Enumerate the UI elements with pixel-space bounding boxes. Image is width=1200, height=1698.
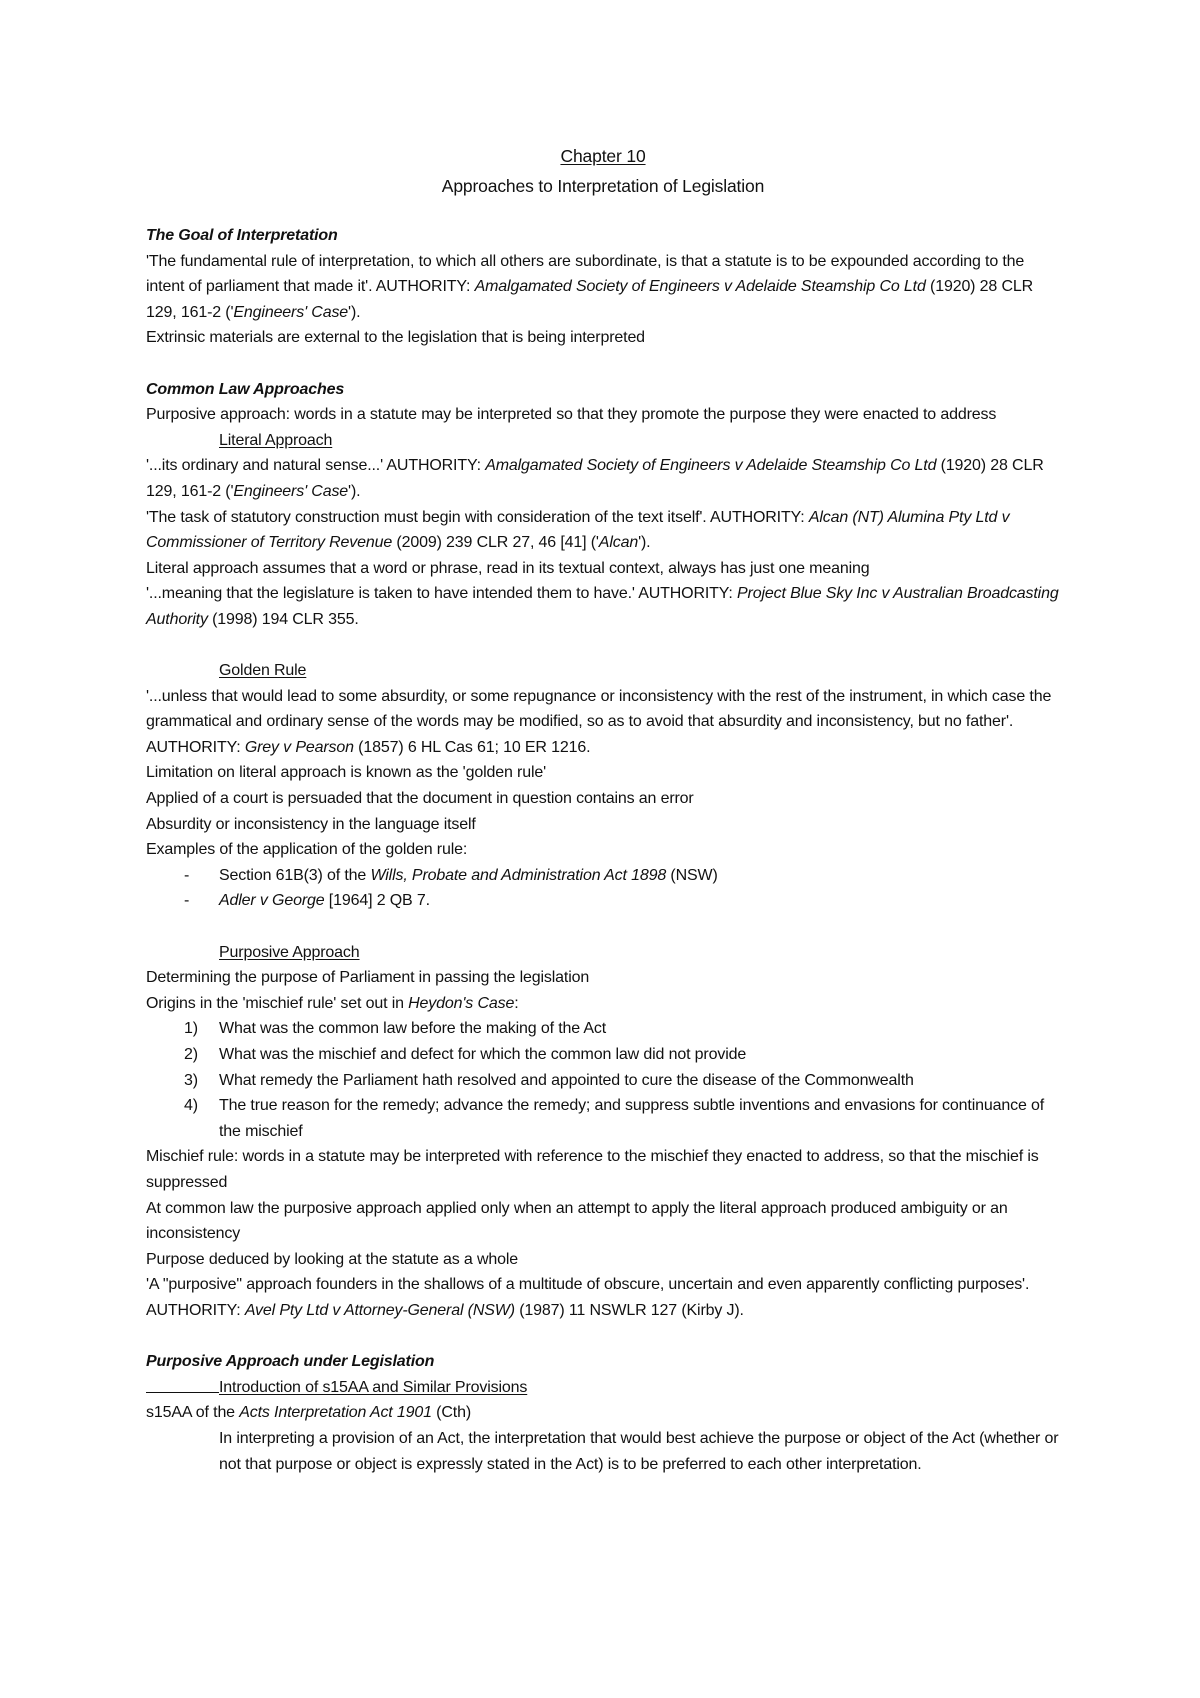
paragraph: Purposive approach: words in a statute may be interpreted so that they promote the purpose they were enacted to address: [146, 406, 997, 424]
item-text: What was the common law before the making of the Act: [219, 1020, 607, 1038]
item-number: 3): [184, 1071, 198, 1089]
leader-line: [146, 1392, 219, 1393]
section-heading: Common Law Approaches: [146, 380, 345, 398]
paragraph: Origins in the 'mischief rule' set out in Heydon's Case:: [146, 994, 519, 1012]
section-goal: [146, 223, 1060, 351]
subheading-golden-rule: Golden Rule: [219, 662, 307, 680]
paragraph: Mischief rule: words in a statute may be interpreted with reference to the mischief they enacted to address, so that the mischief is suppressed: [146, 1148, 1039, 1191]
numbered-item: [146, 1093, 1060, 1144]
item-text: What was the mischief and defect for which the common law did not provide: [219, 1046, 747, 1063]
subheading-s15aa: Introduction of s15AA and Similar Provisions: [146, 1375, 1060, 1401]
item-number: 2): [184, 1046, 198, 1063]
numbered-item: [146, 1068, 1060, 1094]
paragraph: 'A "purposive" approach founders in the shallows of a multitude of obscure, uncertain and even apparently conflicting purposes'. AUTHORITY: Avel Pty Ltd v Attorney-General (NSW) (1987) 11 NSWLR 127 (Kirby J).: [146, 1276, 1030, 1319]
paragraph: 'The fundamental rule of interpretation, to which all others are subordinate, is that a statute is to be expounded according to the intent of parliament that made it'. AUTHORITY: Amalgamated Society of Engineers v Adelaide Steamship Co Ltd (1920) 28 CLR 129, 161-2 ('Engineers' Case').: [146, 252, 1034, 321]
paragraph: '...its ordinary and natural sense...' AUTHORITY: Amalgamated Society of Engineers v Adelaide Steamship Co Ltd (1920) 28 CLR 129, 161-2 ('Engineers' Case').: [146, 457, 1044, 500]
paragraph: Determining the purpose of Parliament in passing the legislation: [146, 969, 590, 987]
paragraph: Examples of the application of the golden rule:: [146, 841, 468, 859]
section-legislation: [146, 1349, 1060, 1477]
item-text: The true reason for the remedy; advance the remedy; and suppress subtle inventions and envasions for continuance of the mischief: [219, 1097, 1045, 1140]
subheading-purposive: Purposive Approach: [219, 943, 360, 961]
paragraph: Extrinsic materials are external to the legislation that is being interpreted: [146, 329, 645, 347]
bullet-marker: -: [184, 892, 190, 910]
paragraph: At common law the purposive approach applied only when an attempt to apply the literal approach produced ambiguity or an inconsistency: [146, 1199, 1008, 1243]
section-common-law: [146, 377, 1060, 1324]
paragraph: Absurdity or inconsistency in the language itself: [146, 815, 476, 833]
list-item: - Section 61B(3) of the Wills, Probate and Administration Act 1898 (NSW): [146, 863, 1060, 889]
section-heading: The Goal of Interpretation: [146, 227, 338, 244]
paragraph: '...meaning that the legislature is taken to have intended them to have.' AUTHORITY: Project Blue Sky Inc v Australian Broadcasting Authority (1998) 194 CLR 355.: [146, 585, 1059, 628]
subheading-literal: Literal Approach: [219, 431, 333, 449]
item-number: 1): [184, 1020, 198, 1038]
paragraph: 'The task of statutory construction must begin with consideration of the text itself'. AUTHORITY: Alcan (NT) Alumina Pty Ltd v Commissioner of Territory Revenue (2009) 239 CLR 27, 46 [41] ('Alcan').: [146, 508, 1010, 552]
bullet-marker: -: [184, 866, 190, 884]
chapter-subtitle: Approaches to Interpretation of Legislation: [441, 176, 765, 196]
list-item: - Adler v George [1964] 2 QB 7.: [146, 888, 1060, 914]
item-number: 4): [184, 1097, 198, 1115]
quoted-provision: In interpreting a provision of an Act, the interpretation that would best achieve the purpose or object of the Act (whether or not that purpose or object is expressly stated in the Act) is to be preferred to each other interpretation.: [219, 1429, 1059, 1473]
item-text: What remedy the Parliament hath resolved and appointed to cure the disease of the Commonwealth: [219, 1071, 914, 1089]
paragraph: Limitation on literal approach is known as the 'golden rule': [146, 764, 547, 782]
paragraph: Purpose deduced by looking at the statute as a whole: [146, 1250, 519, 1268]
paragraph: s15AA of the Acts Interpretation Act 1901 (Cth): [146, 1404, 471, 1422]
paragraph: Literal approach assumes that a word or phrase, read in its textual context, always has just one meaning: [146, 559, 870, 577]
paragraph: Applied of a court is persuaded that the document in question contains an error: [146, 790, 694, 808]
chapter-heading: Chapter 10: [560, 146, 646, 166]
section-heading: Purposive Approach under Legislation: [146, 1353, 435, 1371]
numbered-item: [146, 1016, 1060, 1042]
paragraph: '...unless that would lead to some absurdity, or some repugnance or inconsistency with the rest of the instrument, in which case the grammatical and ordinary sense of the words may be modified, so as to avoid that absurdity and inconsistency, but no father'. AUTHORITY: Grey v Pearson (1857) 6 HL Cas 61; 10 ER 1216.: [146, 687, 1052, 756]
numbered-item: [146, 1042, 1060, 1068]
